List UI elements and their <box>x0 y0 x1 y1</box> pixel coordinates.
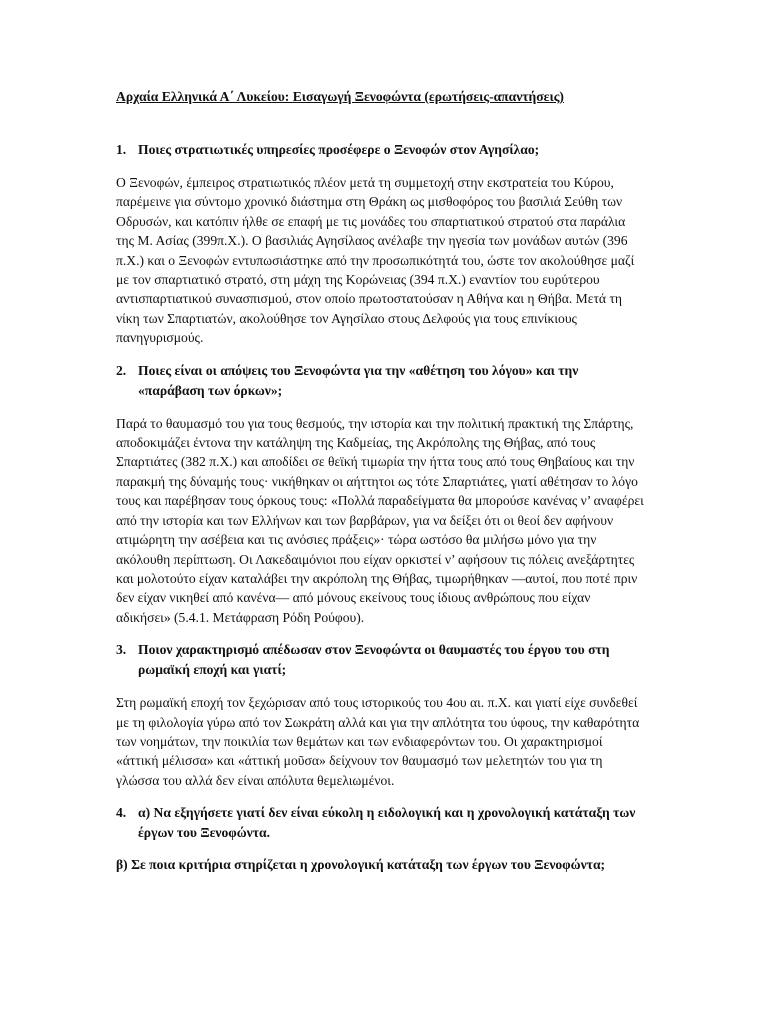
question-text: Ποιον χαρακτηρισμό απέδωσαν στον Ξενοφώντα οι θαυμαστές του έργου του στη ρωμαϊκή εποχή και γιατί; <box>138 642 610 678</box>
question-3 <box>116 640 644 680</box>
answer-1: Ο Ξενοφών, έμπειρος στρατιωτικός πλέον μετά τη συμμετοχή στην εκστρατεία του Κύρου, παρέμεινε για σύντομο χρονικό διάστημα στη Θράκη ως μισθοφόρος του βασιλιά Σεύθη των Οδρυσών, και κατόπιν ήλθε σε επαφή με τις μονάδες του σπαρτιατικού στρατού στα παράλια της Μ. Ασίας (399π.Χ.). Ο βασιλιάς Αγησίλαος ανέλαβε την ηγεσία των μονάδων αυτών (396 π.Χ.) και ο Ξενοφών εντυπωσιάστηκε από την προσωπικότητά του, ώστε τον ακολούθησε μαζί με τον σπαρτιατικό στρατό, στη μάχη της Κορώνειας (394 π.Χ.) εναντίον του ευρύτερου αντισπαρτιατικού συνασπισμού, στον οποίο πρωτοστατούσαν η Αθήνα και η Θήβα. Μετά τη νίκη των Σπαρτιατών, ακολούθησε τον Αγησίλαο στους Δελφούς για τους επινίκιους πανηγυρισμούς. <box>116 175 635 346</box>
question-text: Ποιες στρατιωτικές υπηρεσίες προσέφερε ο Ξενοφών στον Αγησίλαο; <box>138 142 540 157</box>
answer-2: Παρά το θαυμασμό του για τους θεσμούς, την ιστορία και την πολιτική πρακτική της Σπάρτης, αποδοκιμάζει έντονα την κατάληψη της Καδμείας, της Ακρόπολης της Θήβας, από τους Σπαρτιάτες (382 π.Χ.) και αποδίδει σε θεϊκή τιμωρία την ήττα τους από τους Θηβαίους και την παρακμή της δύναμής τους· νικήθηκαν οι αήττητοι ως τότε Σπαρτιάτες, γιατί αθέτησαν το λόγο τους και παρέβησαν τους όρκους τους: «Πολλά παραδείγματα θα μπορούσε κανένας ν’ αναφέρει από την ιστορία και των Ελλήνων και των βαρβάρων, για να δείξει ότι οι θεοί δεν αφήνουν ατιμώρητη την ασέβεια και τις ανόσιες πράξεις»· τώρα ωστόσο θα μιλήσω μόνο για την ακόλουθη περίπτωση. Οι Λακεδαιμόνιοι που είχαν ορκιστεί ν’ αφήσουν τις πόλεις ανεξάρτητες και μολοτούτο είχαν καταλάβει την ακρόπολη της Θήβας, τιμωρήθηκαν —αυτοί, που ποτέ πριν δεν είχαν νικηθεί από κανένα— από μόνους εκείνους τους ίδιους ανθρώπους που είχαν αδικήσει» (5.4.1. Μετάφραση Ρόδη Ρούφου). <box>116 415 644 625</box>
question-text: Ποιες είναι οι απόψεις του Ξενοφώντα για την «αθέτηση του λόγου» και την «παράβαση των όρκων»; <box>138 362 579 398</box>
question-2 <box>116 361 644 401</box>
question-text: α) Να εξηγήσετε γιατί δεν είναι εύκολη η ειδολογική και η χρονολογική κατάταξη των έργων του Ξενοφώντα. <box>138 805 636 841</box>
question-number: 2. <box>116 362 127 378</box>
question-4 <box>116 803 644 843</box>
question-1 <box>116 140 644 160</box>
question-number: 4. <box>116 805 127 821</box>
document-page <box>116 88 644 875</box>
answer-3: Στη ρωμαϊκή εποχή τον ξεχώρισαν από τους ιστορικούς του 4ου αι. π.Χ. και γιατί είχε συνδεθεί με τη φιλολογία γύρω από τον Σωκράτη αλλά και για την απλότητα του ύφους, την καθαρότητα των νοημάτων, την ποικιλία των θεμάτων και των ενδιαφερόντων του. Οι χαρακτηρισμοί «άττική μέλισσα» και «άττική μοῦσα» δείχνουν τον θαυμασμό των μελετητών του για τη γλώσσα του αλλά δεν είναι απόλυτα θεμελιωμένοι. <box>116 695 640 788</box>
sub-question-4b: β) Σε ποια κριτήρια στηρίζεται η χρονολογική κατάταξη των έργων του Ξενοφώντα; <box>116 857 606 873</box>
document-title: Αρχαία Ελληνικά Α΄ Λυκείου: Εισαγωγή Ξενοφώντα (ερωτήσεις-απαντήσεις) <box>116 89 564 104</box>
question-number: 1. <box>116 142 127 157</box>
question-number: 3. <box>116 642 127 658</box>
